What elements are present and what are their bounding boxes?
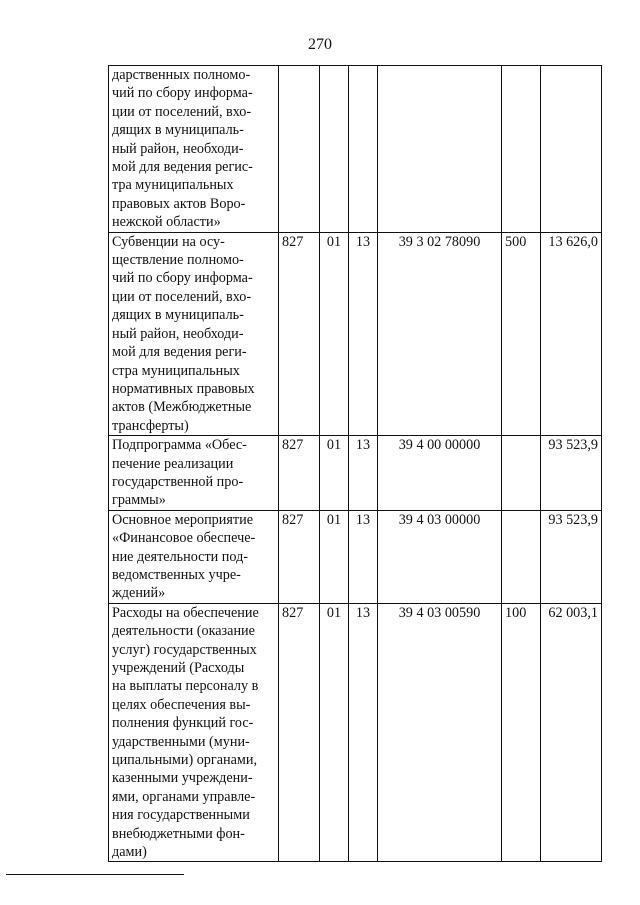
expense-type-cell bbox=[502, 436, 541, 511]
expense-type-cell bbox=[502, 66, 541, 233]
expense-name-line: ния государственными bbox=[112, 807, 250, 824]
section-code-cell: 01 bbox=[320, 510, 349, 603]
expense-name-line: «Финансовое обеспече- bbox=[112, 530, 256, 547]
expense-name-line: ции от поселений, вхо- bbox=[112, 103, 252, 120]
expense-name-line: казенными учреждени- bbox=[112, 770, 253, 787]
section-code-cell: 01 bbox=[320, 232, 349, 435]
amount-cell: 93 523,9 bbox=[541, 510, 602, 603]
footnote-rule bbox=[6, 874, 184, 875]
grbs-code-cell: 827 bbox=[279, 436, 320, 511]
expense-name-line: Субвенции на осу- bbox=[112, 233, 225, 250]
table-row bbox=[109, 66, 602, 233]
expense-name-line: стра муниципальных bbox=[112, 362, 240, 379]
expense-name-line: целях обеспечения вы- bbox=[112, 696, 251, 713]
expense-type-cell: 100 bbox=[502, 603, 541, 862]
expense-name-line: ние деятельности под- bbox=[112, 548, 249, 565]
expense-name-line: трансферты) bbox=[112, 417, 189, 434]
expense-name-line: ями, органами управле- bbox=[112, 788, 256, 805]
expense-name-cell bbox=[109, 510, 279, 603]
expense-name-line: Основное мероприятие bbox=[112, 511, 253, 528]
expense-name-line: граммы» bbox=[112, 492, 166, 509]
amount-cell bbox=[541, 66, 602, 233]
expense-name-line: на выплаты персоналу в bbox=[112, 678, 259, 695]
grbs-code-cell: 827 bbox=[279, 510, 320, 603]
amount-cell: 62 003,1 bbox=[541, 603, 602, 862]
expense-name-line: ждений» bbox=[112, 585, 166, 602]
expense-name-line: нежской области» bbox=[112, 214, 221, 231]
expense-name-line: дящих в муниципаль- bbox=[112, 122, 244, 139]
expense-name-line: учреждений (Расходы bbox=[112, 660, 245, 676]
table-row bbox=[109, 603, 602, 862]
expense-name-line: ный район, необходи- bbox=[112, 140, 244, 157]
target-article-cell: 39 3 02 78090 bbox=[378, 232, 502, 435]
expense-name-line: государственной про- bbox=[112, 473, 244, 490]
target-article-cell: 39 4 03 00590 bbox=[378, 603, 502, 862]
expense-name-line: ществление полномо- bbox=[112, 252, 244, 269]
expense-name-line: ный район, необходи- bbox=[112, 325, 244, 342]
expense-name-cell bbox=[109, 603, 279, 862]
expense-name-line: Расходы на обеспечение bbox=[112, 604, 259, 621]
expense-name-cell bbox=[109, 436, 279, 511]
expense-name-line: дарственных полномо- bbox=[112, 67, 251, 83]
expense-name-line: дами) bbox=[112, 844, 147, 861]
expense-name-line: правовых актов Воро- bbox=[112, 195, 246, 212]
grbs-code-cell: 827 bbox=[279, 232, 320, 435]
target-article-cell: 39 4 03 00000 bbox=[378, 510, 502, 603]
subsection-code-cell: 13 bbox=[349, 436, 378, 511]
expense-type-cell: 500 bbox=[502, 232, 541, 435]
expense-name-line: мой для ведения реги- bbox=[112, 344, 247, 361]
expense-name-line: ции от поселений, вхо- bbox=[112, 288, 252, 305]
budget-table-body bbox=[109, 66, 602, 862]
subsection-code-cell bbox=[349, 66, 378, 233]
amount-cell: 93 523,9 bbox=[541, 436, 602, 511]
expense-name-line: чий по сбору информа- bbox=[112, 85, 253, 102]
expense-type-cell bbox=[502, 510, 541, 603]
expense-name-line: дящих в муниципаль- bbox=[112, 307, 244, 324]
expense-name-line: тра муниципальных bbox=[112, 177, 234, 194]
expense-name-cell bbox=[109, 232, 279, 435]
target-article-cell bbox=[378, 66, 502, 233]
expense-name-line: полнения функций гос- bbox=[112, 715, 254, 732]
budget-table bbox=[108, 65, 602, 862]
table-row bbox=[109, 510, 602, 603]
subsection-code-cell: 13 bbox=[349, 603, 378, 862]
section-code-cell: 01 bbox=[320, 603, 349, 862]
expense-name-line: услуг) государственных bbox=[112, 641, 257, 658]
amount-cell: 13 626,0 bbox=[541, 232, 602, 435]
expense-name-line: актов (Межбюджетные bbox=[112, 399, 252, 416]
page-number: 270 bbox=[308, 36, 332, 53]
grbs-code-cell: 827 bbox=[279, 603, 320, 862]
expense-name-line: ведомственных учре- bbox=[112, 566, 241, 583]
expense-name-line: Подпрограмма «Обес- bbox=[112, 437, 247, 454]
subsection-code-cell: 13 bbox=[349, 232, 378, 435]
expense-name-line: мой для ведения регис- bbox=[112, 159, 253, 176]
expense-name-line: ципальными) органами, bbox=[112, 752, 258, 769]
expense-name-line: деятельности (оказание bbox=[112, 623, 255, 640]
expense-name-line: печение реализации bbox=[112, 455, 234, 472]
expense-name-line: чий по сбору информа- bbox=[112, 270, 253, 287]
grbs-code-cell bbox=[279, 66, 320, 233]
expense-name-cell bbox=[109, 66, 279, 233]
expense-name-line: нормативных правовых bbox=[112, 380, 255, 397]
expense-name-line: внебюджетными фон- bbox=[112, 825, 245, 842]
section-code-cell: 01 bbox=[320, 436, 349, 511]
table-row bbox=[109, 232, 602, 435]
table-row bbox=[109, 436, 602, 511]
section-code-cell bbox=[320, 66, 349, 233]
expense-name-line: ударственными (муни- bbox=[112, 733, 250, 750]
subsection-code-cell: 13 bbox=[349, 510, 378, 603]
target-article-cell: 39 4 00 00000 bbox=[378, 436, 502, 511]
